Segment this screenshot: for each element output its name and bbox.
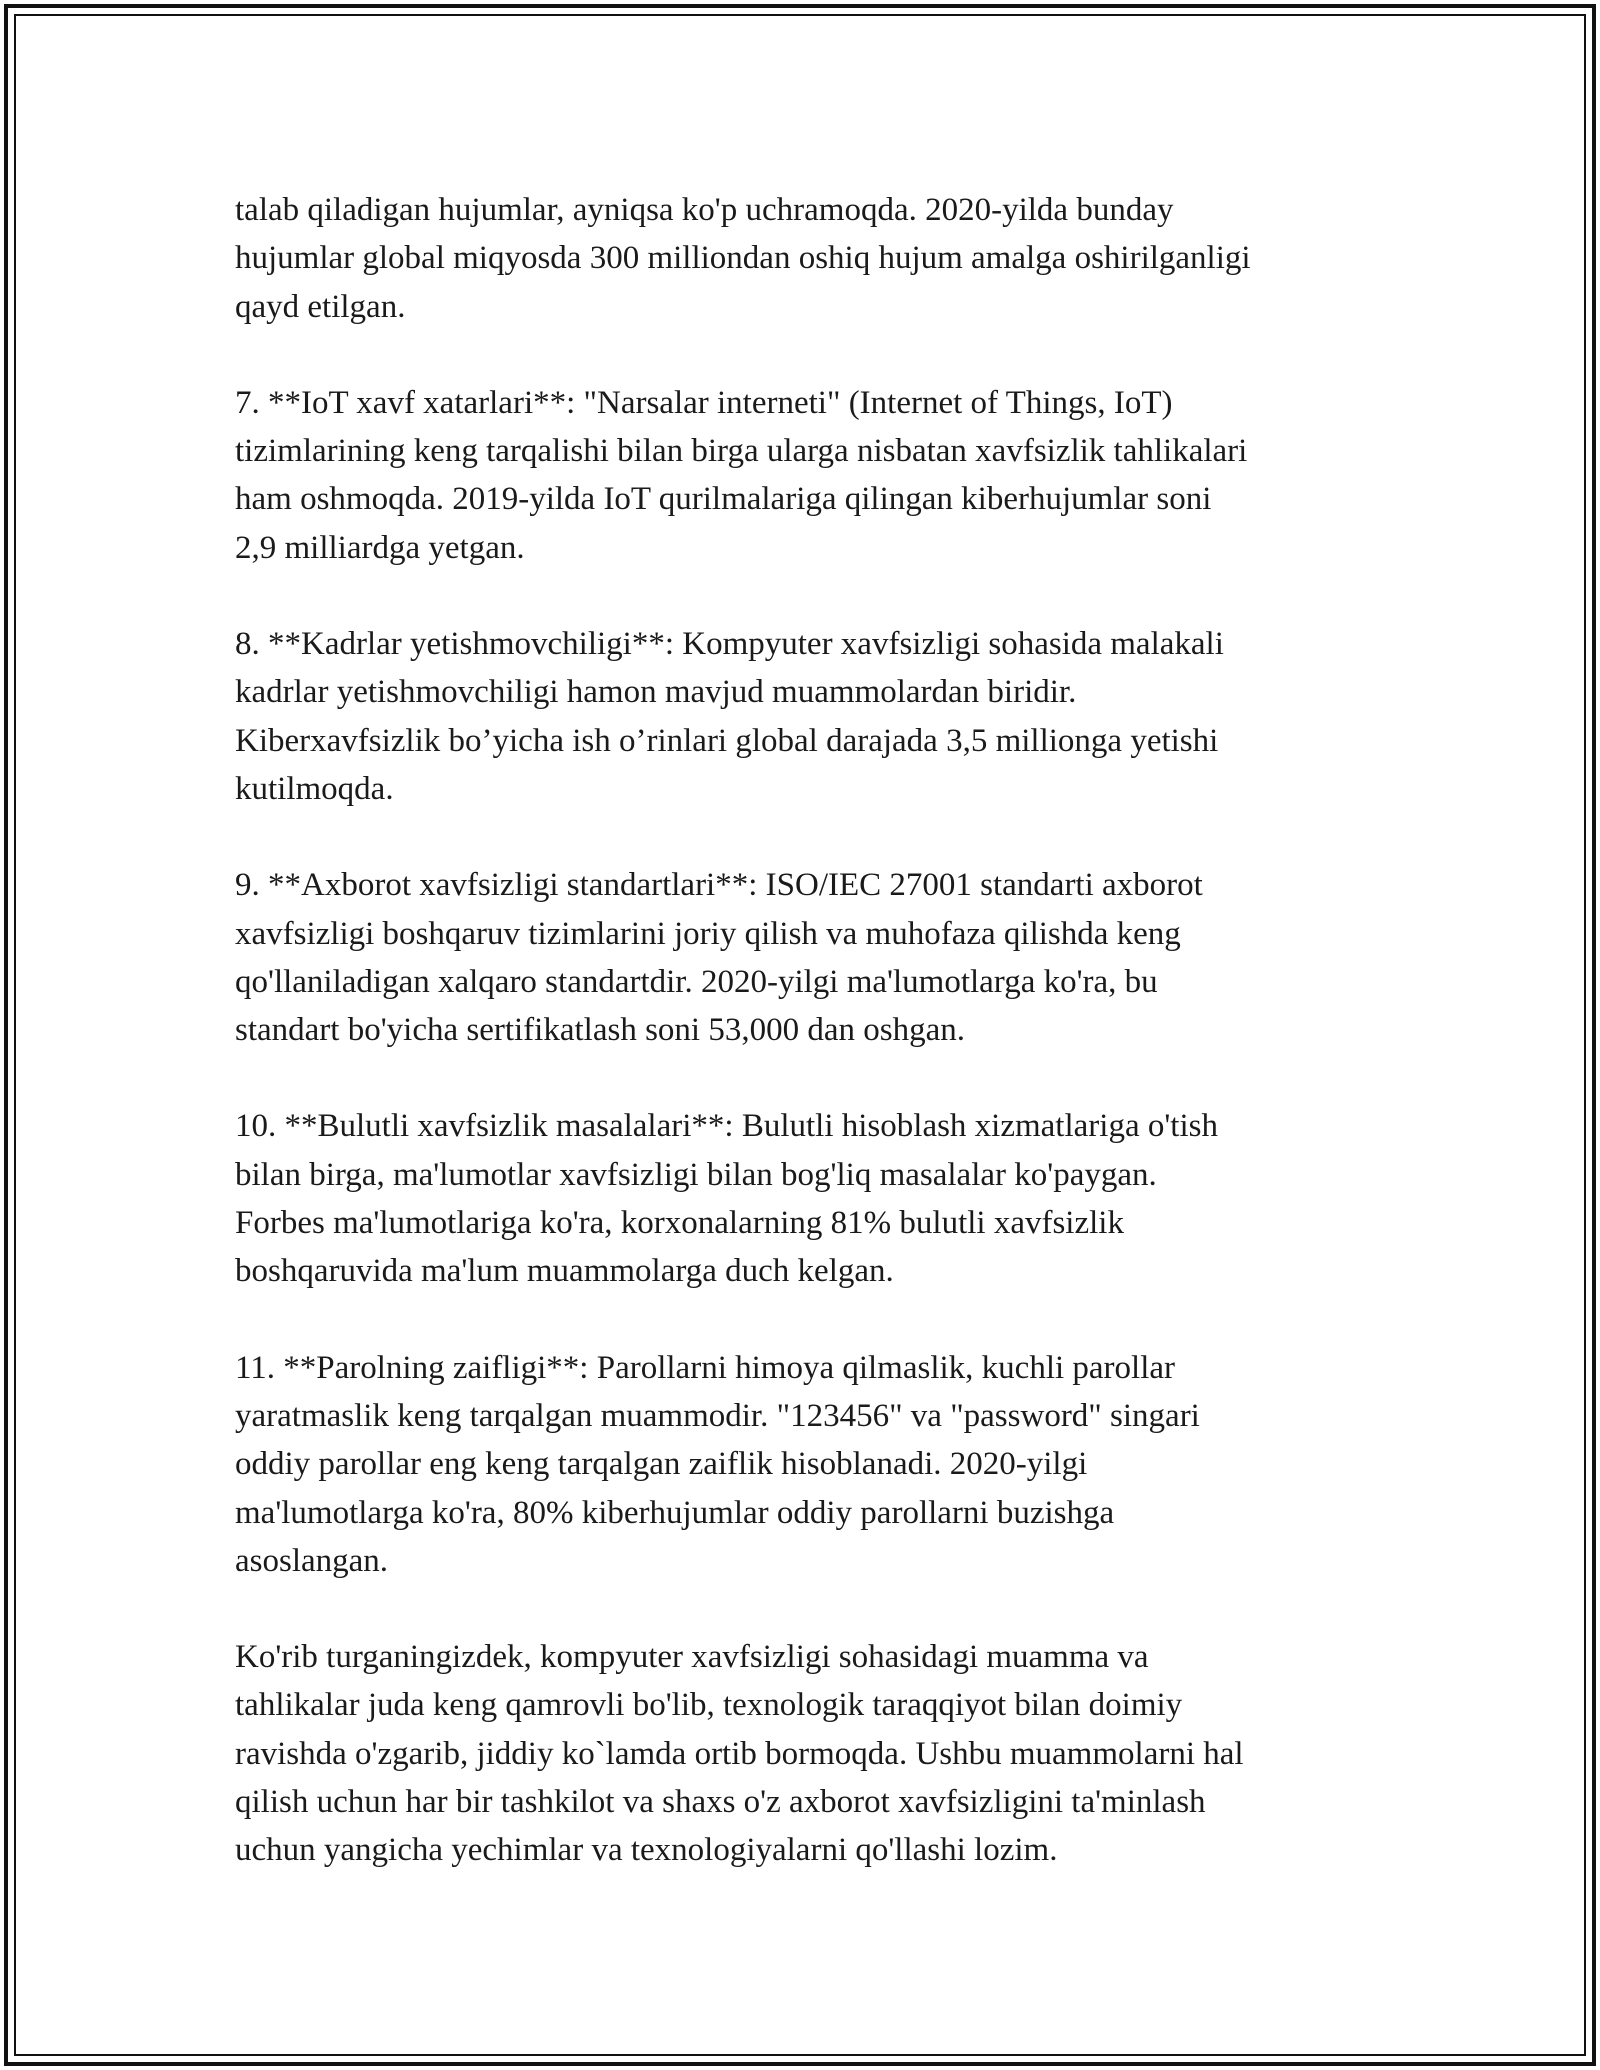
paragraph-security-standards: 9. **Axborot xavfsizligi standartlari**: ISO/IEC 27001 standarti axborot xavfsizligi boshqaruv tizimlarini joriy qilish va muhofaza qilishda keng qo'llaniladigan xalqaro standartdir. 2020-yilgi ma'lumotlarga ko'ra, bu standart bo'yicha sertifikatlash soni 53,000 dan oshgan. bbox=[235, 867, 1203, 1049]
paragraph-password-weakness: 11. **Parolning zaifligi**: Parollarni himoya qilmaslik, kuchli parollar yaratmaslik keng tarqalgan muammodir. "123456" va "password" singari oddiy parollar eng keng tarqalgan zaiflik hisoblanadi. 2020-yilgi ma'lumotlarga ko'ra, 80% kiberhujumlar oddiy parollarni buzishga asoslangan. bbox=[235, 1349, 1200, 1579]
paragraph-continuation: talab qiladigan hujumlar, ayniqsa ko'p uchramoqda. 2020-yilda bunday hujumlar global miqyosda 300 milliondan oshiq hujum amalga oshirilganligi qayd etilgan. bbox=[235, 192, 1251, 325]
paragraph-iot-risks: 7. **IoT xavf xatarlari**: "Narsalar interneti" (Internet of Things, IoT) tizimlarining keng tarqalishi bilan birga ularga nisbatan xavfsizlik tahlikalari ham oshmoqda. 2019-yilda IoT qurilmalariga qilingan kiberhujumlar soni 2,9 milliardga yetgan. bbox=[235, 384, 1248, 566]
paragraph-cloud-security: 10. **Bulutli xavfsizlik masalalari**: Bulutli hisoblash xizmatlariga o'tish bilan birga, ma'lumotlar xavfsizligi bilan bog'liq masalalar ko'paygan. Forbes ma'lumotlariga ko'ra, korxonalarning 81% bulutli xavfsizlik boshqaruvida ma'lum muammolarga duch kelgan. bbox=[235, 1108, 1218, 1290]
paragraph-staff-shortage: 8. **Kadrlar yetishmovchiligi**: Kompyuter xavfsizligi sohasida malakali kadrlar yetishmovchiligi hamon mavjud muammolardan biridir. Kiberxavfsizlik bo’yicha ish o’rinlari global darajada 3,5 millionga yetishi kutilmoqda. bbox=[235, 626, 1224, 807]
document-body bbox=[235, 186, 1385, 1923]
paragraph-conclusion: Ko'rib turganingizdek, kompyuter xavfsizligi sohasidagi muamma va tahlikalar juda keng qamrovli bo'lib, texnologik taraqqiyot bilan doimiy ravishda o'zgarib, jiddiy ko`lamda ortib bormoqda. Ushbu muammolarni hal qilish uchun har bir tashkilot va shaxs o'z axborot xavfsizligini ta'minlash uchun yangicha yechimlar va texnologiyalarni qo'llashi lozim. bbox=[235, 1639, 1244, 1869]
